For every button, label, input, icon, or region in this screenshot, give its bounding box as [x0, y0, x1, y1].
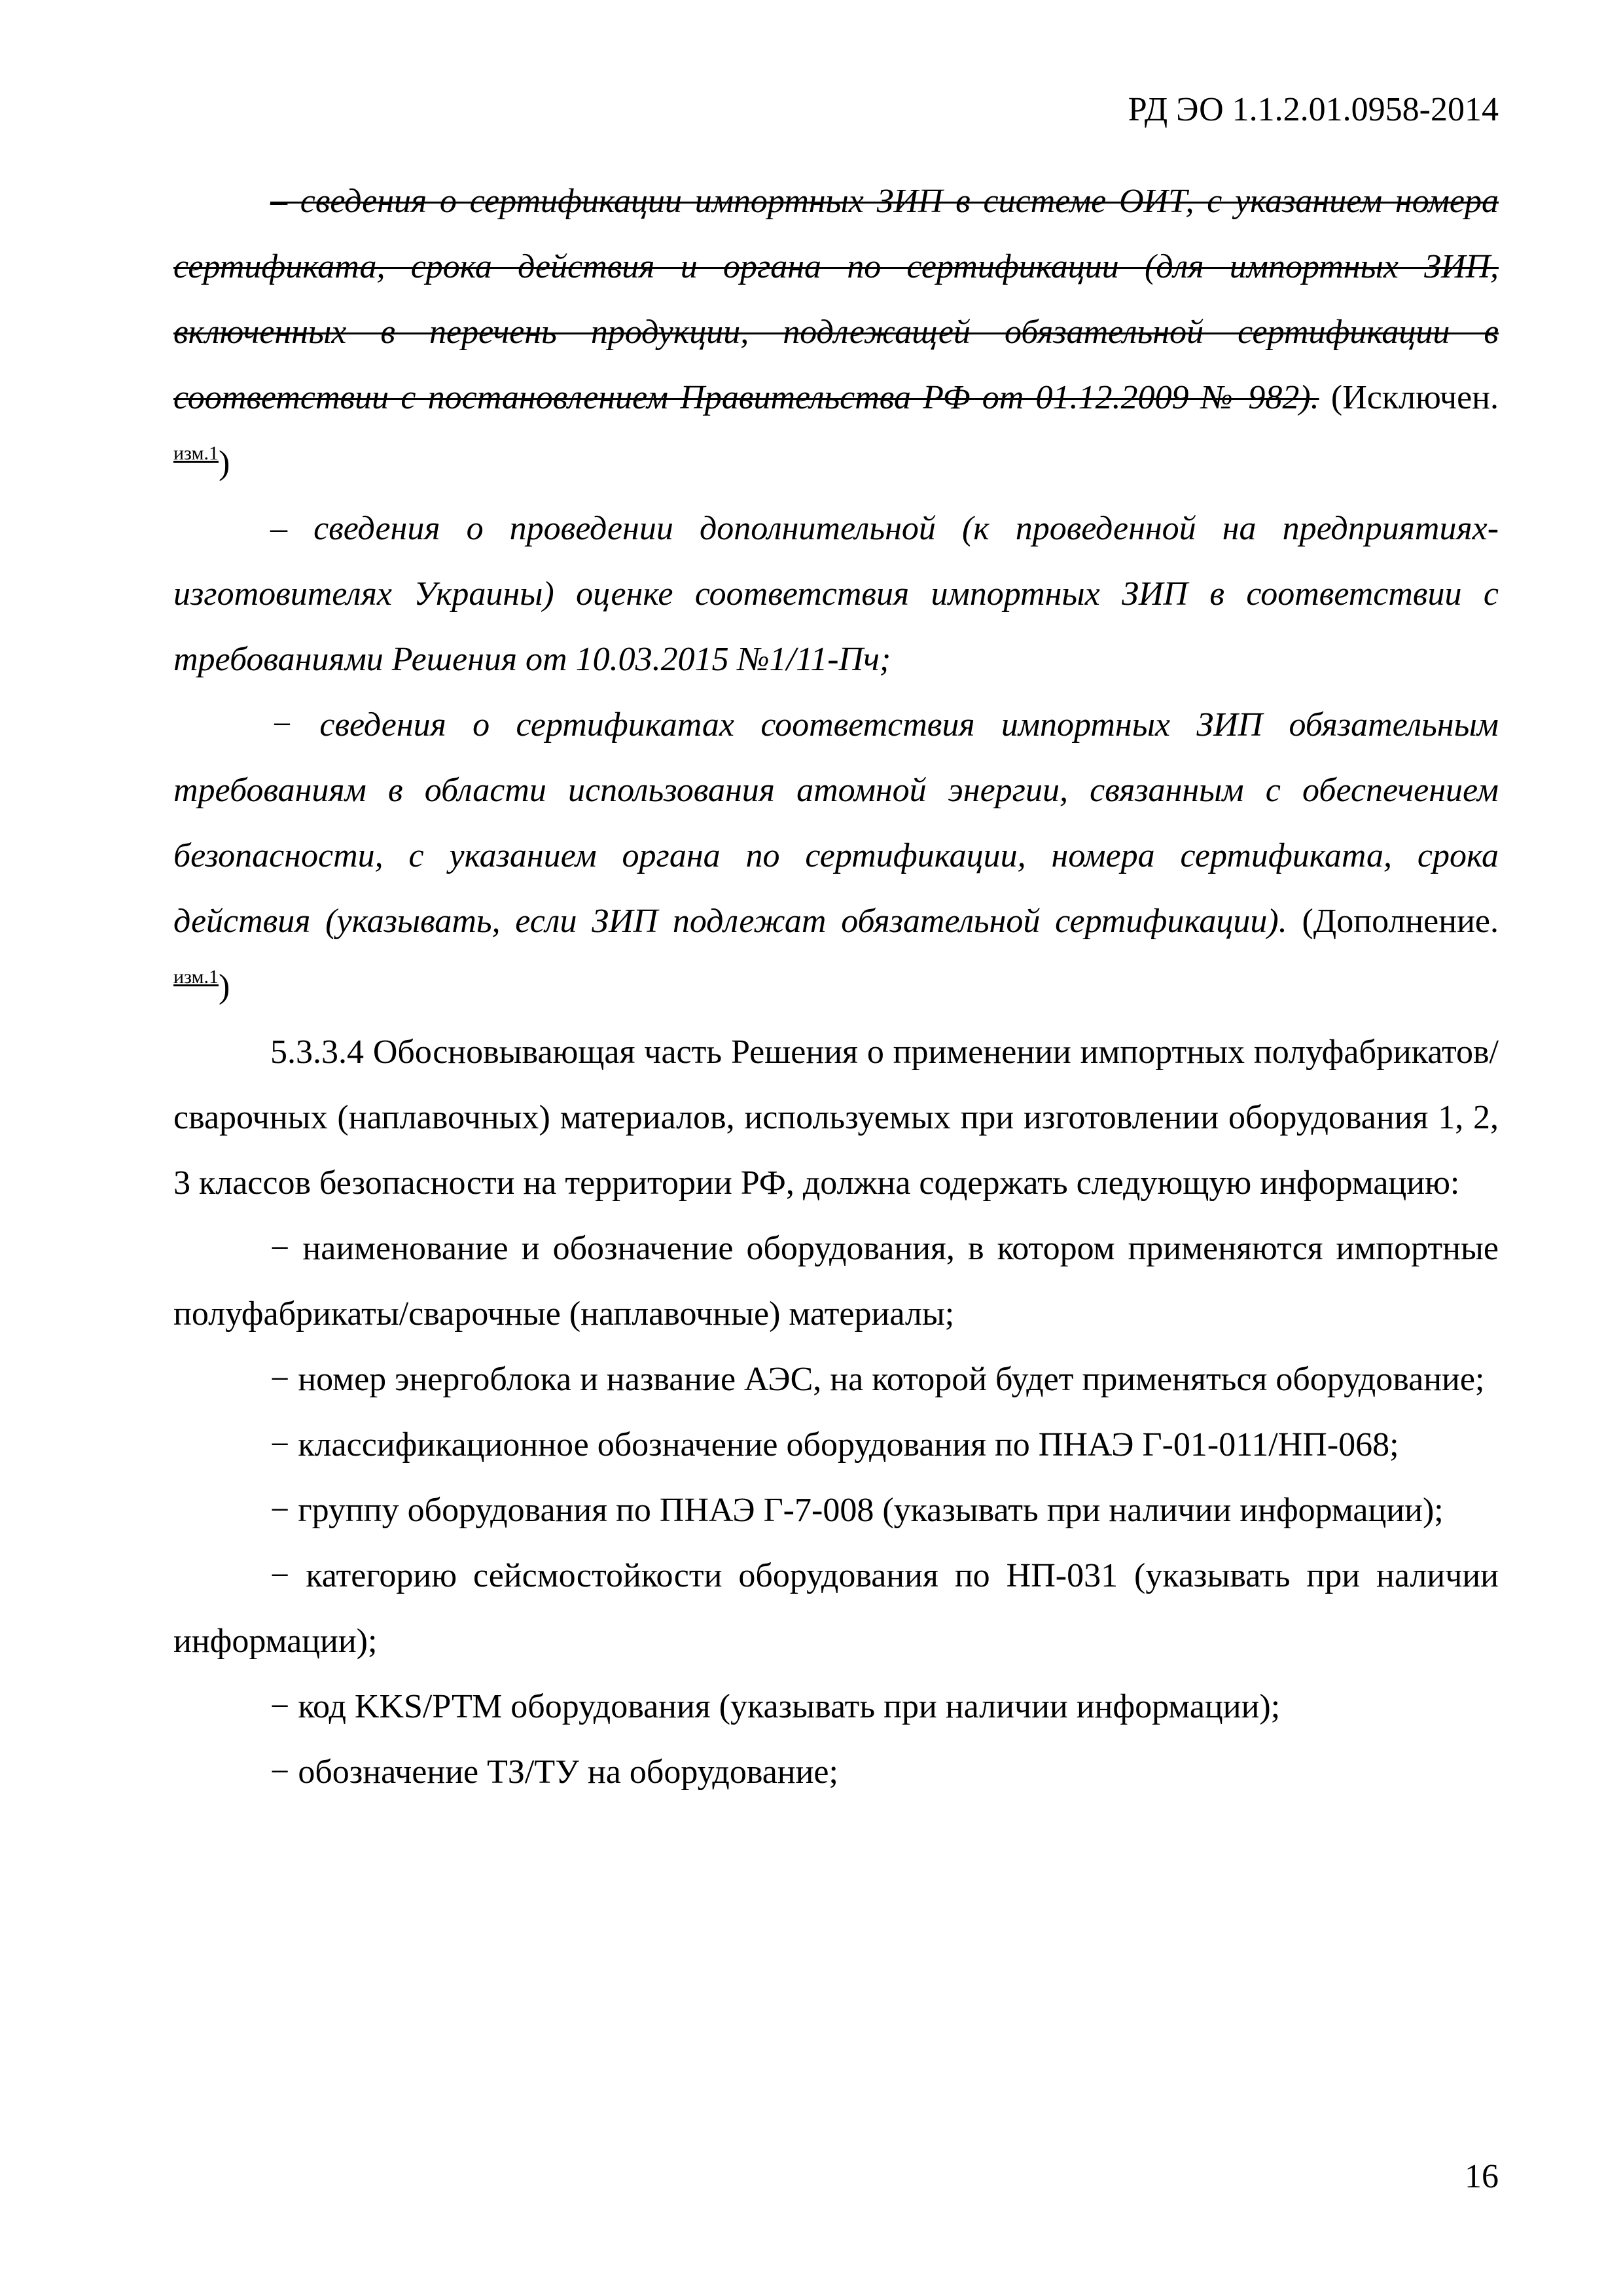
- list-item-text: наименование и обозначение оборудования, в котором применяются импортные полуфабрикаты/сварочные (наплавочные) материалы;: [173, 1230, 1499, 1333]
- document-code: РД ЭО 1.1.2.01.0958-2014: [1128, 91, 1499, 128]
- additional-assessment-item: [173, 496, 1499, 692]
- list-item-text: классификационное обозначение оборудования по ПНАЭ Г-01-011/НП-068;: [298, 1426, 1399, 1463]
- change-ref-link[interactable]: изм.1: [173, 442, 219, 464]
- list-item: [173, 1674, 1499, 1740]
- list-dash: −: [270, 1753, 290, 1791]
- list-item-text: сведения о проведении дополнительной (к проведенной на предприятиях-изготовителях Украины) оценке соответствия импортных ЗИП в соответствии с требованиями Решения от 10.03.2015 №1/11-Пч;: [173, 510, 1499, 678]
- list-item-text: сведения о сертификатах соответствия импортных ЗИП обязательным требованиям в области использования атомной энергии, связанным с обеспечением безопасности, с указанием органа по сертификации, номера сертификата, срока действия (указывать, если ЗИП подлежат обязательной сертификации).: [173, 706, 1499, 940]
- list-item-text: номер энергоблока и название АЭС, на которой будет применяться оборудование;: [298, 1361, 1485, 1398]
- list-dash: −: [270, 1426, 290, 1463]
- certificates-item: [173, 692, 1499, 1020]
- list-item: [173, 1740, 1499, 1805]
- addition-note-close: ): [218, 968, 230, 1005]
- struck-dash: –: [270, 183, 287, 220]
- list-dash: –: [270, 510, 287, 547]
- excluded-item: [173, 169, 1499, 496]
- list-item: [173, 1478, 1499, 1543]
- list-item-text: категорию сейсмостойкости оборудования по НП-031 (указывать при наличии информации);: [173, 1557, 1499, 1660]
- page-number: 16: [1465, 2158, 1499, 2195]
- list-item: [173, 1216, 1499, 1347]
- exclusion-note-open: (Исключен.: [1319, 379, 1499, 416]
- list-item: [173, 1347, 1499, 1412]
- list-item: [173, 1543, 1499, 1674]
- list-dash: −: [270, 1688, 290, 1725]
- section-5-3-3-4-intro: 5.3.3.4 Обосновывающая часть Решения о применении импортных полуфабрикатов/сварочных (наплавочных) материалов, используемых при изготовлении оборудования 1, 2, 3 классов безопасности на территории РФ, должна содержать следующую информацию:: [173, 1033, 1499, 1202]
- list-item-text: группу оборудования по ПНАЭ Г-7-008 (указывать при наличии информации);: [298, 1492, 1444, 1529]
- list-item: [173, 1412, 1499, 1478]
- list-dash: −: [270, 1361, 290, 1398]
- struck-text: сведения о сертификации импортных ЗИП в системе ОИТ, с указанием номера сертификата, срока действия и органа по сертификации (для импортных ЗИП, включенных в перечень продукции, подлежащей обязательной сертификации в соответствии с постановлением Правительства РФ от 01.12.2009 № 982).: [173, 183, 1499, 416]
- list-dash: −: [270, 1557, 290, 1594]
- list-dash: −: [270, 1230, 290, 1267]
- exclusion-note-close: ): [218, 444, 230, 482]
- list-dash: −: [270, 706, 294, 744]
- list-dash: −: [270, 1492, 290, 1529]
- list-item-text: обозначение ТЗ/ТУ на оборудование;: [298, 1753, 838, 1791]
- addition-note-open: (Дополнение.: [1287, 903, 1499, 940]
- page-body: [173, 169, 1499, 1805]
- list-item-text: код KKS/РТМ оборудования (указывать при наличии информации);: [298, 1688, 1281, 1725]
- change-ref-link[interactable]: изм.1: [173, 966, 219, 988]
